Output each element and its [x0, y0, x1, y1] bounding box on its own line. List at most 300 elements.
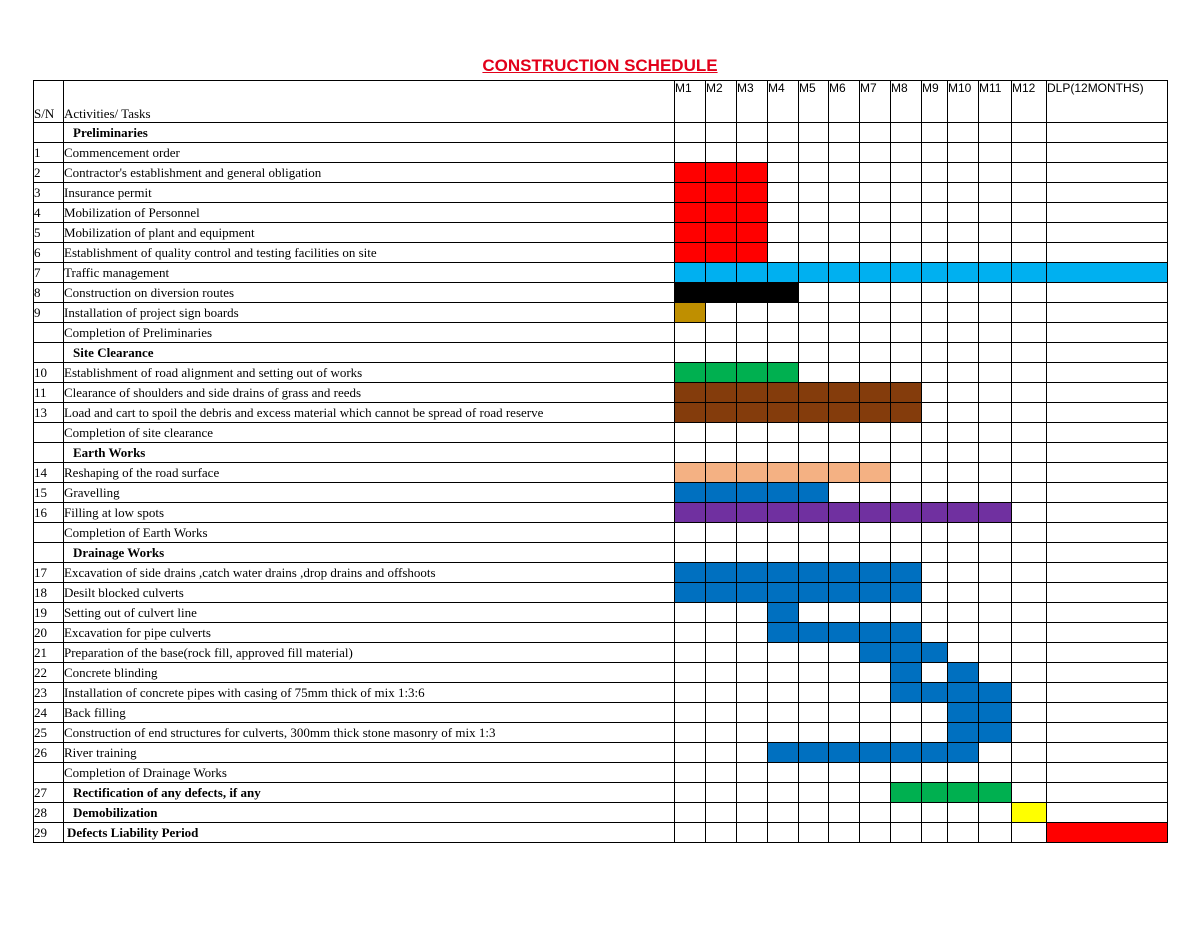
- gantt-bar-cell: [737, 203, 768, 223]
- gantt-bar-cell: [860, 743, 891, 763]
- month-cell: [948, 303, 979, 323]
- month-cell: [829, 203, 860, 223]
- month-cell: [1012, 443, 1047, 463]
- gantt-bar-cell: [922, 783, 948, 803]
- task-row: [34, 363, 1168, 383]
- month-cell: [860, 423, 891, 443]
- sn-cell: 6: [34, 243, 64, 263]
- month-cell: [891, 723, 922, 743]
- dlp-cell: [1047, 743, 1168, 763]
- task-row: [34, 463, 1168, 483]
- month-cell: [675, 543, 706, 563]
- month-cell: [860, 543, 891, 563]
- month-cell: [768, 443, 799, 463]
- task-row: [34, 203, 1168, 223]
- task-row: [34, 643, 1168, 663]
- month-cell: [799, 683, 829, 703]
- gantt-bar-cell: [922, 743, 948, 763]
- task-row: [34, 383, 1168, 403]
- gantt-bar-cell: [799, 263, 829, 283]
- sn-cell: 27: [34, 783, 64, 803]
- gantt-bar-cell: [799, 503, 829, 523]
- gantt-bar-cell: [948, 743, 979, 763]
- month-cell: [922, 623, 948, 643]
- gantt-bar-cell: [675, 263, 706, 283]
- gantt-bar-cell: [948, 663, 979, 683]
- gantt-bar-cell: [799, 403, 829, 423]
- sn-cell: [34, 423, 64, 443]
- month-cell: [860, 303, 891, 323]
- month-cell: [768, 643, 799, 663]
- dlp-cell: [1047, 123, 1168, 143]
- month-cell: [737, 643, 768, 663]
- month-cell: [1012, 683, 1047, 703]
- gantt-bar-cell: [768, 483, 799, 503]
- month-cell: [799, 283, 829, 303]
- month-cell: [799, 183, 829, 203]
- gantt-bar-cell: [891, 683, 922, 703]
- sn-cell: 14: [34, 463, 64, 483]
- task-row: [34, 423, 1168, 443]
- month-cell: [979, 763, 1012, 783]
- sn-cell: 4: [34, 203, 64, 223]
- month-cell: [675, 323, 706, 343]
- task-row: [34, 143, 1168, 163]
- month-cell: [706, 443, 737, 463]
- month-cell: [829, 823, 860, 843]
- task-name: Installation of project sign boards: [64, 303, 675, 323]
- month-cell: [891, 823, 922, 843]
- gantt-bar-cell: [979, 683, 1012, 703]
- gantt-bar-cell: [737, 263, 768, 283]
- task-name: Completion of Drainage Works: [64, 763, 675, 783]
- month-cell: [1012, 383, 1047, 403]
- task-name: Excavation of side drains ,catch water drains ,drop drains and offshoots: [64, 563, 675, 583]
- gantt-bar-cell: [737, 183, 768, 203]
- month-cell: [1012, 403, 1047, 423]
- month-cell: [737, 743, 768, 763]
- gantt-bar-cell: [829, 383, 860, 403]
- gantt-bar-cell: [979, 723, 1012, 743]
- task-name: Filling at low spots: [64, 503, 675, 523]
- month-cell: [1012, 323, 1047, 343]
- gantt-bar-cell: [675, 383, 706, 403]
- month-cell: [706, 743, 737, 763]
- month-cell: [891, 463, 922, 483]
- task-row: [34, 563, 1168, 583]
- month-cell: [891, 423, 922, 443]
- month-cell: [922, 723, 948, 743]
- gantt-bar-cell: [768, 263, 799, 283]
- dlp-cell: [1047, 643, 1168, 663]
- gantt-bar-cell: [799, 463, 829, 483]
- month-cell: [948, 443, 979, 463]
- dlp-cell: [1047, 503, 1168, 523]
- gantt-bar-cell: [860, 623, 891, 643]
- gantt-bar-cell: [706, 363, 737, 383]
- month-cell: [979, 603, 1012, 623]
- header-month: M1: [675, 81, 706, 123]
- month-cell: [979, 803, 1012, 823]
- month-cell: [860, 823, 891, 843]
- task-name: Back filling: [64, 703, 675, 723]
- month-cell: [829, 663, 860, 683]
- month-cell: [799, 603, 829, 623]
- month-cell: [891, 343, 922, 363]
- month-cell: [860, 183, 891, 203]
- month-cell: [737, 783, 768, 803]
- dlp-cell: [1047, 363, 1168, 383]
- gantt-bar-cell: [979, 783, 1012, 803]
- sn-cell: 23: [34, 683, 64, 703]
- month-cell: [1012, 523, 1047, 543]
- dlp-cell: [1047, 623, 1168, 643]
- month-cell: [799, 443, 829, 463]
- month-cell: [922, 243, 948, 263]
- month-cell: [860, 343, 891, 363]
- task-row: [34, 683, 1168, 703]
- month-cell: [1012, 223, 1047, 243]
- month-cell: [799, 363, 829, 383]
- gantt-bar-cell: [706, 263, 737, 283]
- month-cell: [737, 703, 768, 723]
- month-cell: [948, 483, 979, 503]
- month-cell: [706, 783, 737, 803]
- month-cell: [979, 303, 1012, 323]
- gantt-bar-cell: [675, 243, 706, 263]
- task-name: Reshaping of the road surface: [64, 463, 675, 483]
- month-cell: [706, 343, 737, 363]
- task-row: [34, 403, 1168, 423]
- gantt-bar-cell: [799, 563, 829, 583]
- gantt-bar-cell: [829, 463, 860, 483]
- dlp-cell: [1047, 603, 1168, 623]
- gantt-bar-cell: [706, 223, 737, 243]
- page-title: CONSTRUCTION SCHEDULE: [482, 56, 718, 75]
- sn-cell: 29: [34, 823, 64, 843]
- month-cell: [1012, 563, 1047, 583]
- month-cell: [860, 783, 891, 803]
- dlp-cell: [1047, 383, 1168, 403]
- gantt-bar-cell: [737, 563, 768, 583]
- month-cell: [1012, 423, 1047, 443]
- month-cell: [860, 523, 891, 543]
- task-name: Mobilization of Personnel: [64, 203, 675, 223]
- dlp-cell: [1047, 443, 1168, 463]
- month-cell: [829, 523, 860, 543]
- month-cell: [768, 243, 799, 263]
- month-cell: [948, 123, 979, 143]
- month-cell: [829, 183, 860, 203]
- month-cell: [979, 483, 1012, 503]
- gantt-bar-cell: [922, 503, 948, 523]
- task-row: [34, 823, 1168, 843]
- dlp-cell: [1047, 303, 1168, 323]
- month-cell: [799, 723, 829, 743]
- month-cell: [922, 123, 948, 143]
- month-cell: [768, 783, 799, 803]
- gantt-bar-cell: [829, 743, 860, 763]
- gantt-bar-cell: [737, 163, 768, 183]
- month-cell: [768, 803, 799, 823]
- task-name: Load and cart to spoil the debris and excess material which cannot be spread of road reserve: [64, 403, 675, 423]
- month-cell: [706, 803, 737, 823]
- month-cell: [891, 143, 922, 163]
- dlp-cell: [1047, 683, 1168, 703]
- month-cell: [979, 123, 1012, 143]
- gantt-bar-cell: [799, 743, 829, 763]
- header-month: M12: [1012, 81, 1047, 123]
- month-cell: [891, 443, 922, 463]
- month-cell: [948, 403, 979, 423]
- month-cell: [799, 223, 829, 243]
- month-cell: [860, 683, 891, 703]
- gantt-bar-cell: [768, 623, 799, 643]
- month-cell: [1012, 363, 1047, 383]
- gantt-bar-cell: [737, 243, 768, 263]
- sn-cell: 26: [34, 743, 64, 763]
- month-cell: [829, 323, 860, 343]
- sn-cell: 2: [34, 163, 64, 183]
- gantt-bar-cell: [891, 403, 922, 423]
- month-cell: [675, 803, 706, 823]
- gantt-bar-cell: [706, 183, 737, 203]
- month-cell: [948, 183, 979, 203]
- month-cell: [675, 523, 706, 543]
- month-cell: [675, 603, 706, 623]
- gantt-bar-cell: [675, 283, 706, 303]
- month-cell: [1012, 243, 1047, 263]
- gantt-bar-cell: [1047, 823, 1168, 843]
- month-cell: [799, 303, 829, 323]
- gantt-bar-cell: [891, 583, 922, 603]
- gantt-bar-cell: [860, 383, 891, 403]
- gantt-bar-cell: [891, 643, 922, 663]
- month-cell: [979, 623, 1012, 643]
- month-cell: [737, 143, 768, 163]
- month-cell: [948, 583, 979, 603]
- gantt-bar-cell: [675, 403, 706, 423]
- month-cell: [922, 143, 948, 163]
- month-cell: [979, 283, 1012, 303]
- month-cell: [829, 803, 860, 823]
- task-name: Defects Liability Period: [64, 823, 675, 843]
- month-cell: [922, 203, 948, 223]
- month-cell: [922, 403, 948, 423]
- gantt-bar-cell: [948, 683, 979, 703]
- month-cell: [737, 423, 768, 443]
- gantt-bar-cell: [768, 743, 799, 763]
- month-cell: [891, 183, 922, 203]
- month-cell: [1012, 503, 1047, 523]
- month-cell: [979, 343, 1012, 363]
- task-name: Completion of Preliminaries: [64, 323, 675, 343]
- month-cell: [1012, 463, 1047, 483]
- task-row: [34, 323, 1168, 343]
- section-title: Preliminaries: [64, 123, 675, 143]
- month-cell: [922, 283, 948, 303]
- month-cell: [768, 683, 799, 703]
- month-cell: [829, 443, 860, 463]
- header-sn: S/N: [34, 81, 64, 123]
- gantt-bar-cell: [829, 403, 860, 423]
- month-cell: [737, 543, 768, 563]
- sn-cell: [34, 543, 64, 563]
- month-cell: [1012, 303, 1047, 323]
- task-row: [34, 303, 1168, 323]
- month-cell: [799, 783, 829, 803]
- sn-cell: 9: [34, 303, 64, 323]
- header-month: M7: [860, 81, 891, 123]
- month-cell: [675, 123, 706, 143]
- month-cell: [979, 383, 1012, 403]
- month-cell: [891, 323, 922, 343]
- gantt-bar-cell: [675, 203, 706, 223]
- month-cell: [922, 543, 948, 563]
- month-cell: [891, 703, 922, 723]
- month-cell: [706, 723, 737, 743]
- month-cell: [948, 383, 979, 403]
- month-cell: [948, 143, 979, 163]
- month-cell: [829, 423, 860, 443]
- sn-cell: [34, 343, 64, 363]
- sn-cell: 22: [34, 663, 64, 683]
- month-cell: [675, 423, 706, 443]
- month-cell: [799, 703, 829, 723]
- month-cell: [737, 523, 768, 543]
- task-name: Completion of Earth Works: [64, 523, 675, 543]
- gantt-bar-cell: [948, 263, 979, 283]
- task-name: Establishment of quality control and testing facilities on site: [64, 243, 675, 263]
- task-name: Concrete blinding: [64, 663, 675, 683]
- task-row: [34, 223, 1168, 243]
- month-cell: [768, 143, 799, 163]
- month-cell: [799, 543, 829, 563]
- month-cell: [860, 243, 891, 263]
- month-cell: [922, 163, 948, 183]
- sn-cell: 5: [34, 223, 64, 243]
- month-cell: [799, 203, 829, 223]
- month-cell: [768, 163, 799, 183]
- month-cell: [1012, 543, 1047, 563]
- month-cell: [891, 483, 922, 503]
- month-cell: [829, 723, 860, 743]
- month-cell: [706, 603, 737, 623]
- month-cell: [675, 743, 706, 763]
- gantt-bar-cell: [675, 483, 706, 503]
- gantt-bar-cell: [675, 583, 706, 603]
- month-cell: [979, 183, 1012, 203]
- dlp-cell: [1047, 343, 1168, 363]
- task-name: Installation of concrete pipes with casing of 75mm thick of mix 1:3:6: [64, 683, 675, 703]
- sn-cell: 11: [34, 383, 64, 403]
- month-cell: [891, 363, 922, 383]
- month-cell: [706, 763, 737, 783]
- month-cell: [829, 163, 860, 183]
- month-cell: [799, 763, 829, 783]
- month-cell: [1012, 643, 1047, 663]
- gantt-bar-cell: [675, 183, 706, 203]
- gantt-bar-cell: [706, 483, 737, 503]
- month-cell: [1012, 823, 1047, 843]
- month-cell: [675, 823, 706, 843]
- task-row: [34, 163, 1168, 183]
- month-cell: [737, 803, 768, 823]
- month-cell: [948, 323, 979, 343]
- gantt-bar-cell: [737, 223, 768, 243]
- gantt-bar-cell: [675, 163, 706, 183]
- month-cell: [1012, 743, 1047, 763]
- task-row: [34, 263, 1168, 283]
- sn-cell: [34, 763, 64, 783]
- month-cell: [1012, 783, 1047, 803]
- month-cell: [799, 423, 829, 443]
- gantt-bar-cell: [1012, 803, 1047, 823]
- month-cell: [891, 803, 922, 823]
- gantt-bar-cell: [922, 263, 948, 283]
- dlp-cell: [1047, 163, 1168, 183]
- month-cell: [922, 563, 948, 583]
- month-cell: [1012, 723, 1047, 743]
- month-cell: [979, 423, 1012, 443]
- month-cell: [768, 323, 799, 343]
- month-cell: [860, 363, 891, 383]
- month-cell: [675, 143, 706, 163]
- task-name: Excavation for pipe culverts: [64, 623, 675, 643]
- gantt-bar-cell: [737, 463, 768, 483]
- month-cell: [979, 463, 1012, 483]
- month-cell: [922, 703, 948, 723]
- month-cell: [922, 583, 948, 603]
- gantt-bar-cell: [948, 723, 979, 743]
- month-cell: [768, 203, 799, 223]
- dlp-cell: [1047, 543, 1168, 563]
- month-cell: [860, 143, 891, 163]
- month-cell: [768, 123, 799, 143]
- month-cell: [706, 823, 737, 843]
- gantt-bar-cell: [706, 403, 737, 423]
- month-cell: [737, 343, 768, 363]
- month-cell: [948, 523, 979, 543]
- month-cell: [1012, 123, 1047, 143]
- gantt-bar-cell: [675, 223, 706, 243]
- section-row: [34, 543, 1168, 563]
- gantt-bar-cell: [737, 383, 768, 403]
- task-row: [34, 603, 1168, 623]
- gantt-bar-cell: [737, 403, 768, 423]
- month-cell: [922, 223, 948, 243]
- gantt-bar-cell: [829, 563, 860, 583]
- task-row: [34, 523, 1168, 543]
- month-cell: [768, 703, 799, 723]
- dlp-cell: [1047, 783, 1168, 803]
- month-cell: [979, 583, 1012, 603]
- task-row: [34, 583, 1168, 603]
- section-title: Drainage Works: [64, 543, 675, 563]
- task-name: Mobilization of plant and equipment: [64, 223, 675, 243]
- month-cell: [675, 623, 706, 643]
- month-cell: [860, 123, 891, 143]
- month-cell: [737, 663, 768, 683]
- sn-cell: [34, 123, 64, 143]
- gantt-bar-cell: [737, 283, 768, 303]
- month-cell: [948, 803, 979, 823]
- header-month: M8: [891, 81, 922, 123]
- month-cell: [891, 763, 922, 783]
- task-name: Gravelling: [64, 483, 675, 503]
- month-cell: [706, 323, 737, 343]
- task-name: Traffic management: [64, 263, 675, 283]
